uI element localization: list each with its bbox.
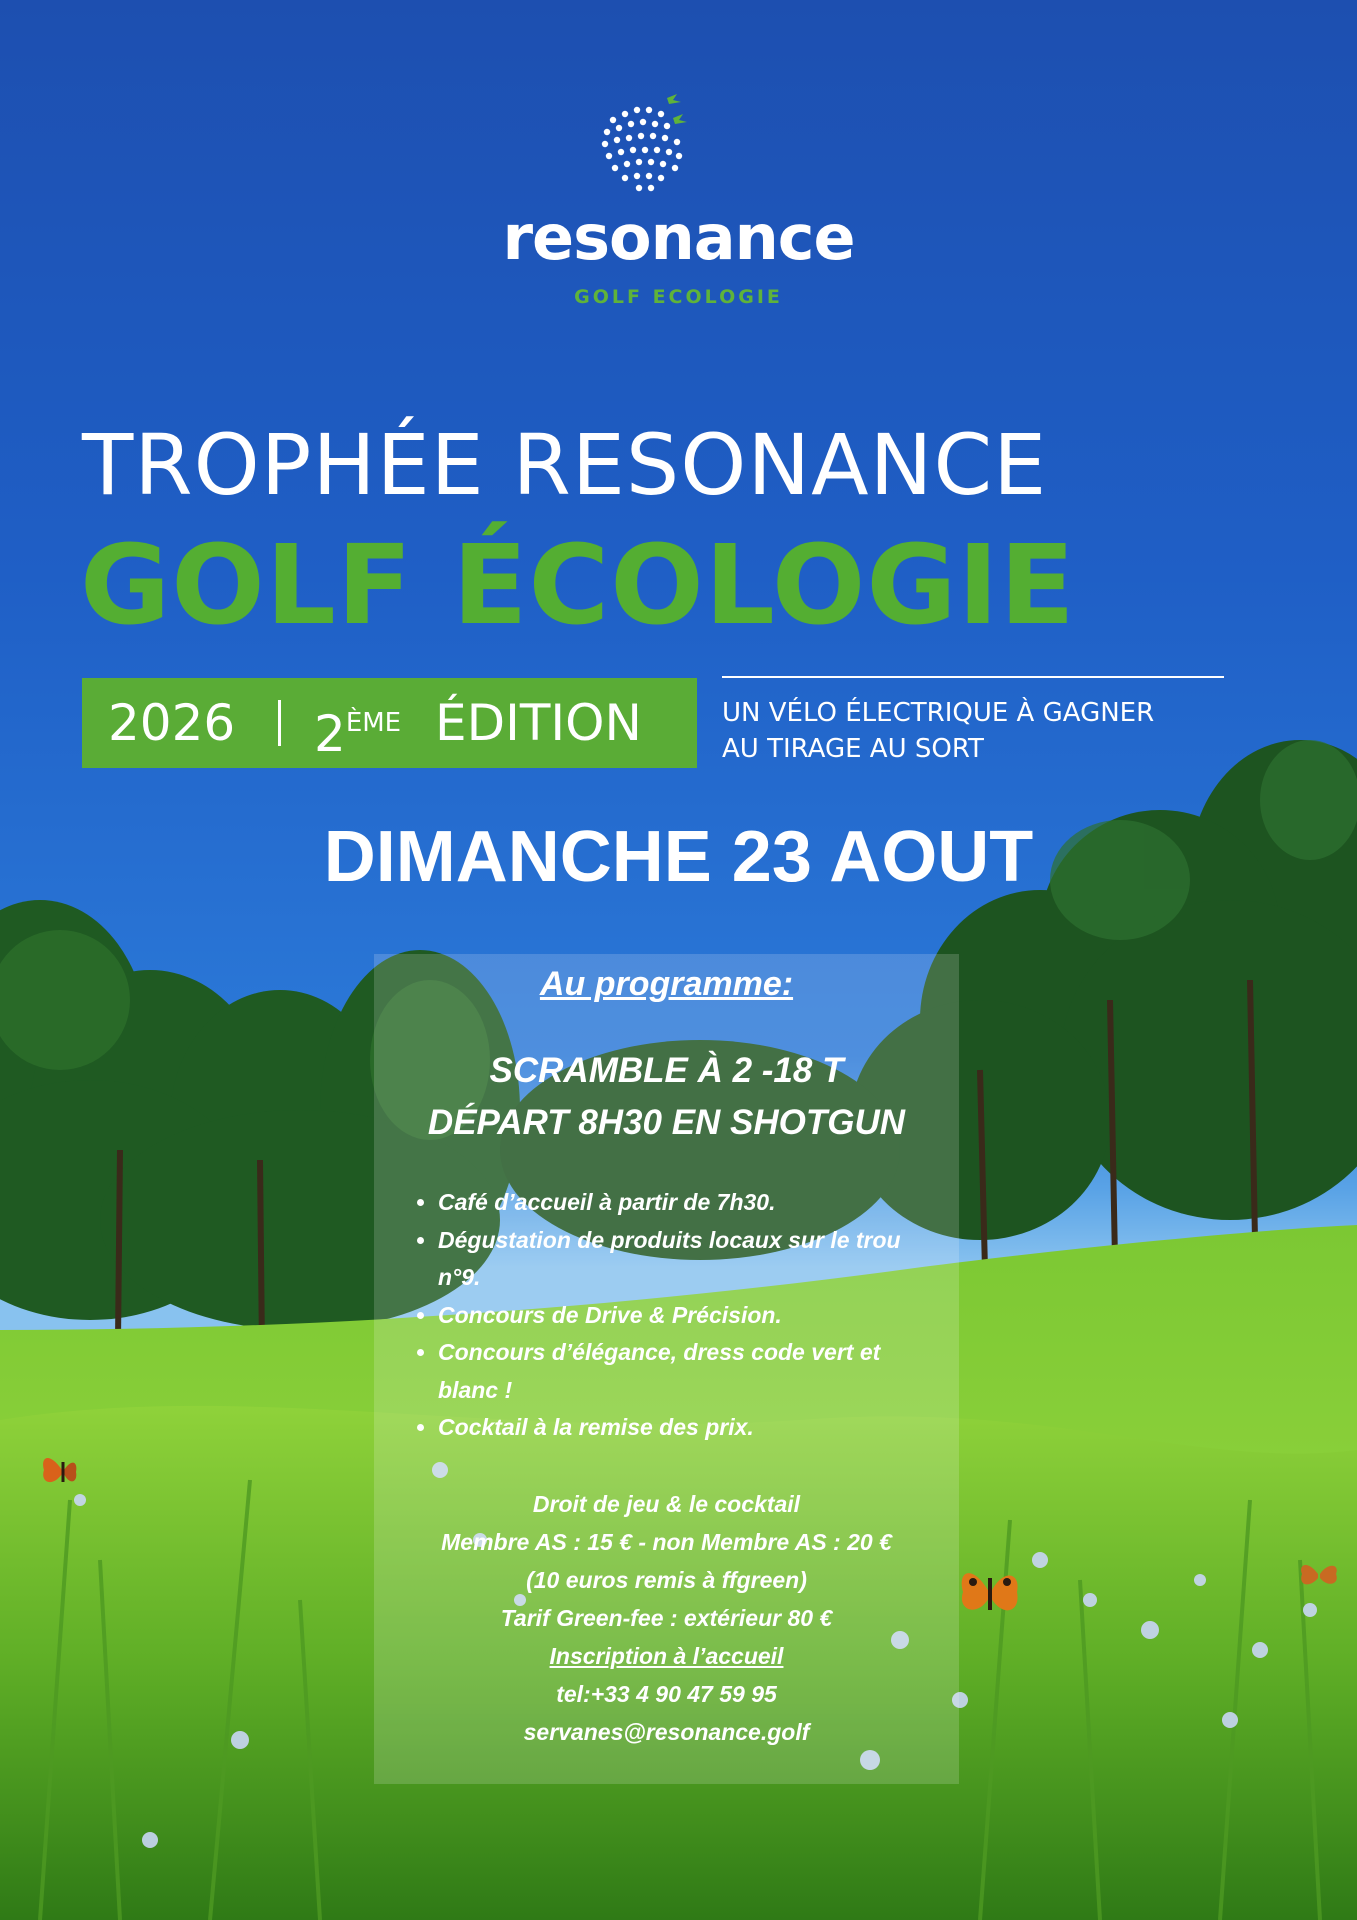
green-fee: Tarif Green-fee : extérieur 80 € <box>500 1605 833 1631</box>
list-item: • Cocktail à la remise des prix. <box>438 1409 944 1447</box>
fees-note: (10 euros remis à ffgreen) <box>526 1567 807 1593</box>
flock-of-birds-golfball-icon <box>595 90 705 200</box>
brand-logo-wordmark: resonance <box>502 201 855 274</box>
divider <box>278 700 281 746</box>
edition-label: ÉDITION <box>435 694 642 752</box>
fees-title: Droit de jeu & le cocktail <box>532 1491 801 1517</box>
start-line: DÉPART 8H30 EN SHOTGUN <box>427 1103 906 1142</box>
edition-banner <box>82 678 697 768</box>
program-title: Au programme: <box>539 965 794 1003</box>
list-item: • Dégustation de produits locaux sur le trou n°9. <box>438 1222 944 1297</box>
butterfly-icon <box>955 1560 1025 1626</box>
edition-number: 2ÈME <box>314 705 402 763</box>
event-title: TROPHÉE RESONANCE <box>82 416 1048 514</box>
event-date: DIMANCHE 23 AOUT <box>323 817 1034 897</box>
registration-link[interactable]: Inscription à l’accueil <box>549 1643 784 1669</box>
list-item: • Concours de Drive & Précision. <box>438 1297 944 1335</box>
list-item: • Café d’accueil à partir de 7h30. <box>438 1184 944 1222</box>
pricing-and-contact <box>374 1485 959 1751</box>
edition-year: 2026 <box>108 694 236 752</box>
phone-number[interactable]: tel:+33 4 90 47 59 95 <box>556 1681 777 1707</box>
program-list <box>404 1184 944 1447</box>
brand-tagline: GOLF ECOLOGIE <box>574 286 783 308</box>
program-panel <box>374 954 959 1784</box>
list-item: • Concours d’élégance, dress code vert et blanc ! <box>438 1334 944 1409</box>
butterfly-icon <box>1296 1558 1342 1592</box>
prize-announcement: UN VÉLO ÉLECTRIQUE À GAGNER AU TIRAGE AU SORT <box>722 698 1155 764</box>
divider <box>722 676 1224 678</box>
fees-members: Membre AS : 15 € - non Membre AS : 20 € <box>441 1529 892 1555</box>
butterfly-icon <box>38 1448 88 1494</box>
email-address[interactable]: servanes@resonance.golf <box>523 1719 810 1745</box>
format-line: SCRAMBLE À 2 -18 T <box>489 1051 844 1090</box>
event-subtitle: GOLF ÉCOLOGIE <box>80 521 1076 649</box>
